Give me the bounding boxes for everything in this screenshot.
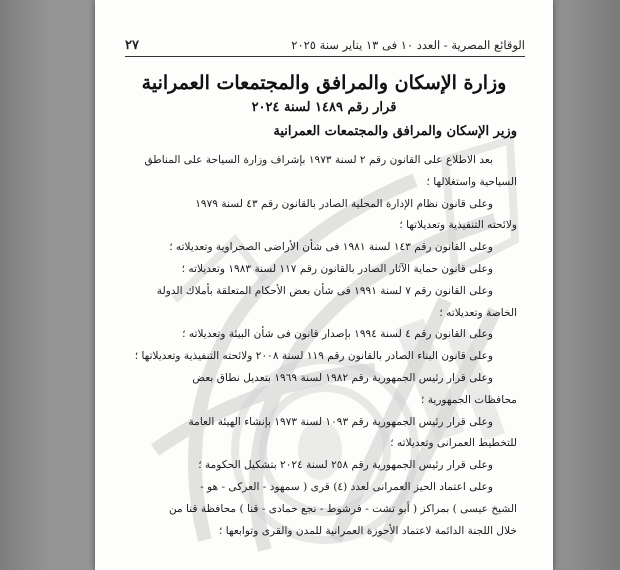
text-line: ولائحته التنفيذية وتعديلاتها ؛ [399, 219, 517, 232]
text-line: السياحية واستغلالها ؛ [426, 175, 517, 188]
text-line: وعلى القانون رقم ١٤٣ لسنة ١٩٨١ فى شأن الأراضى الصحراوية وتعديلاته ؛ [169, 241, 493, 254]
text-line: وعلى قانون البناء الصادر بالقانون رقم ١١٩ لسنة ٢٠٠٨ ولائحته التنفيذية وتعديلاتها ؛ [134, 350, 493, 363]
document-page [95, 0, 553, 570]
text-line: الشيخ عيسى ) بمراكز ( أبو تشت - فرشوط - نجع حمادى - قنا ) محافظة قنا من [168, 502, 517, 515]
text-line: وعلى القانون رقم ٧ لسنة ١٩٩١ فى شأن بعض الأحكام المتعلقة بأملاك الدولة [156, 284, 493, 297]
page-header [125, 38, 525, 57]
page-number: ٢٧ [125, 38, 139, 53]
text-line: محافظات الجمهورية ؛ [420, 393, 517, 406]
text-line: وعلى قانون نظام الإدارة المحلية الصادر بالقانون رقم ٤٣ لسنة ١٩٧٩ [195, 197, 493, 210]
text-line: الخاصة وتعديلاته ؛ [439, 306, 517, 319]
decree-title: قرار رقم ١٤٨٩ لسنة ٢٠٢٤ [251, 100, 397, 115]
text-line: وعلى القانون رقم ٤ لسنة ١٩٩٤ بإصدار قانون فى شأن البيئة وتعديلاته ؛ [182, 328, 493, 341]
text-line: وعلى اعتماد الحيز العمرانى لعدد (٤) قرى ( سمهود - العركى - هو - [200, 480, 493, 493]
text-line: خلال اللجنة الدائمة لاعتماد الأحوزة العمرانية للمدن والقرى وتوابعها ؛ [218, 524, 517, 537]
text-line: وعلى قرار رئيس الجمهورية رقم ٢٥٨ لسنة ٢٠٢٤ بتشكيل الحكومة ؛ [198, 459, 493, 472]
text-line: وعلى قرار رئيس الجمهورية رقم ١٠٩٣ لسنة ١٩٧٣ بإنشاء الهيئة العامة [188, 415, 493, 428]
gazette-issue-line: الوقائع المصرية - العدد ١٠ فى ١٣ يناير سنة ٢٠٢٥ [291, 38, 525, 52]
decree-body [131, 150, 517, 542]
text-line: بعد الاطلاع على القانون رقم ٢ لسنة ١٩٧٣ بإشراف وزارة السياحة على المناطق [144, 154, 493, 166]
text-line: للتخطيط العمرانى وتعديلاته ؛ [390, 437, 517, 450]
text-line: وعلى قرار رئيس الجمهورية رقم ١٩٨٢ لسنة ١٩٦٩ بتعديل نطاق بعض [192, 371, 493, 384]
ministry-title: وزارة الإسكان والمرافق والمجتمعات العمرانية [141, 72, 507, 94]
text-line: وعلى قانون حماية الآثار الصادر بالقانون رقم ١١٧ لسنة ١٩٨٣ وتعديلاته ؛ [181, 262, 493, 275]
minister-heading: وزير الإسكان والمرافق والمجتمعات العمرانية [273, 124, 517, 139]
